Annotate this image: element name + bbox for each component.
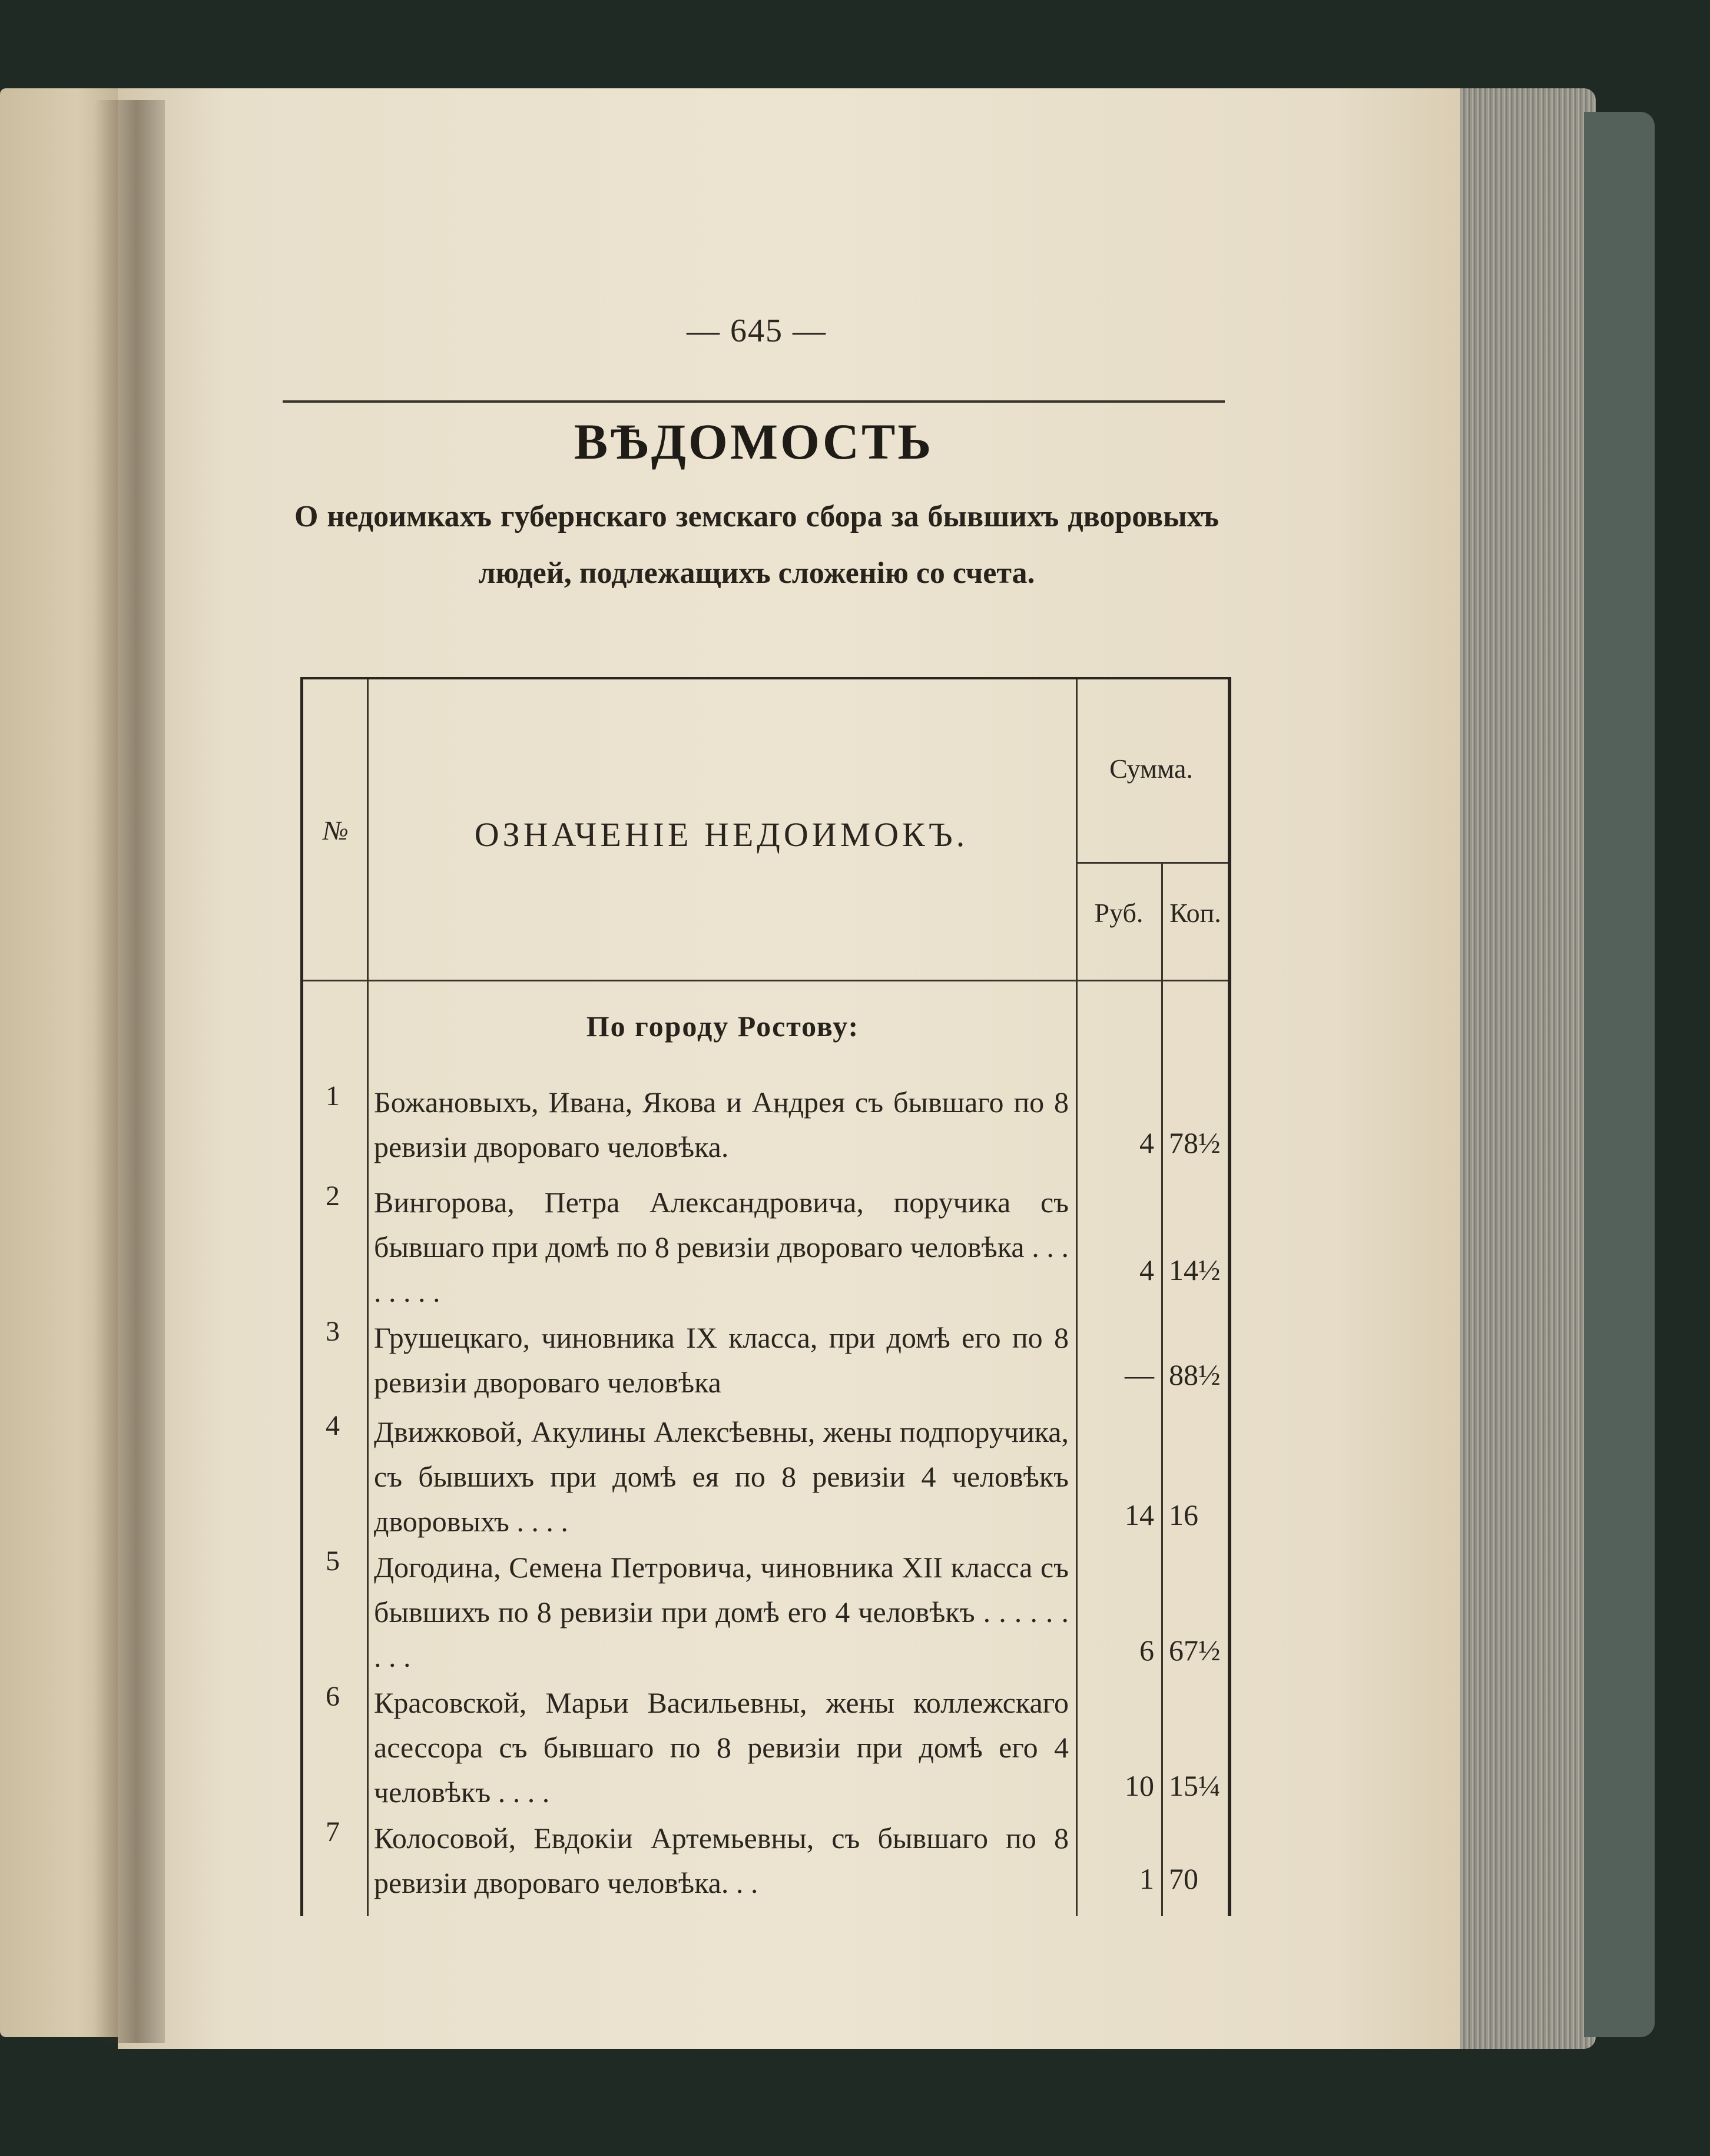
table-row — [303, 1315, 1228, 1409]
row-description: Догодина, Семена Петровича, чиновника XII класса съ бывшихъ по 8 ревизіи при домѣ его 4 человѣкъ . . . . . . . . . — [374, 1551, 1069, 1673]
row-rub: 14 — [1125, 1498, 1154, 1531]
row-rub: — — [1125, 1358, 1154, 1391]
document-frame — [283, 400, 1225, 1899]
row-kop: 16 — [1169, 1498, 1198, 1531]
row-number: 1 — [326, 1080, 340, 1112]
header-number: № — [323, 815, 349, 845]
table-row — [303, 1545, 1228, 1680]
row-kop: 78½ — [1169, 1126, 1221, 1159]
row-kop: 88½ — [1169, 1358, 1221, 1391]
table-row — [303, 1409, 1228, 1545]
row-description: Движковой, Акулины Алексѣевны, жены подпоручика, съ бывшихъ при домѣ ея по 8 ревизіи 4 человѣкъ дворовыхъ . . . . — [374, 1415, 1069, 1538]
document-title: ВѢДОМОСТЬ — [574, 413, 934, 470]
row-kop: 14½ — [1169, 1253, 1221, 1286]
row-description: Вингорова, Петра Александровича, поручика съ бывшаго при домѣ по 8 ревизіи двороваго человѣка . . . . . . . . — [374, 1186, 1069, 1308]
row-kop: 15¼ — [1169, 1769, 1221, 1802]
row-description: Грушецкаго, чиновника IX класса, при домѣ его по 8 ревизіи двороваго человѣка — [374, 1321, 1069, 1399]
row-rub: 10 — [1125, 1769, 1154, 1802]
header-kop: Коп. — [1169, 898, 1221, 928]
page-edges — [1460, 88, 1596, 2049]
header-sum-rule — [1078, 862, 1228, 864]
header-sum: Сумма. — [1109, 754, 1193, 784]
row-number: 2 — [326, 1180, 340, 1212]
row-number: 6 — [326, 1681, 340, 1712]
table-row — [303, 1080, 1228, 1174]
header-rule — [303, 980, 1228, 981]
top-rule — [283, 400, 1225, 403]
header-rub: Руб. — [1094, 898, 1144, 928]
row-number: 7 — [326, 1816, 340, 1847]
page-number: — 645 — — [687, 313, 827, 349]
row-rub: 1 — [1139, 1862, 1154, 1895]
table-row — [303, 1180, 1228, 1315]
row-number: 5 — [326, 1545, 340, 1577]
document-subtitle: О недоимкахъ губернскаго земскаго сбора за бывшихъ дворовыхъ людей, подлежащихъ сложенію со счета. — [294, 500, 1219, 590]
header-description: ОЗНАЧЕНІЕ НЕДОИМОКЪ. — [474, 815, 969, 854]
row-kop: 67½ — [1169, 1634, 1221, 1667]
row-rub: 6 — [1139, 1634, 1154, 1667]
section-title: По городу Ростову: — [586, 1010, 860, 1043]
row-number: 4 — [326, 1410, 340, 1441]
row-rub: 4 — [1139, 1126, 1154, 1159]
row-number: 3 — [326, 1316, 340, 1347]
table-row — [303, 1680, 1228, 1816]
row-description: Божановыхъ, Ивана, Якова и Андрея съ бывшаго по 8 ревизіи двороваго человѣка. — [374, 1086, 1069, 1163]
arrears-table — [300, 677, 1231, 1916]
row-description: Красовской, Марьи Васильевны, жены коллежскаго асессора съ бывшаго по 8 ревизіи при домѣ его 4 человѣкъ . . . . — [374, 1686, 1069, 1809]
book-cover-edge — [1584, 112, 1655, 2037]
row-kop: 70 — [1169, 1862, 1198, 1895]
row-description: Колосовой, Евдокіи Артемьевны, съ бывшаго по 8 ревизіи двороваго человѣка. . . — [374, 1822, 1069, 1899]
book-gutter — [94, 100, 165, 2043]
row-rub: 4 — [1139, 1253, 1154, 1286]
